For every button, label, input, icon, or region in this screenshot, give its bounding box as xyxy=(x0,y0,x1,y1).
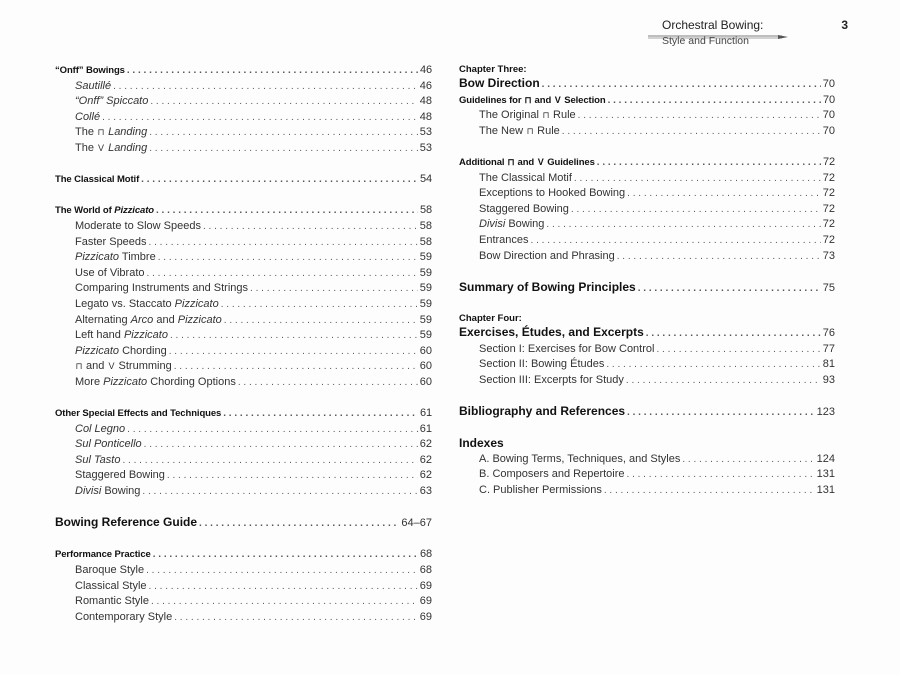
entry-label: and xyxy=(514,156,537,168)
entry-label: Bow Direction xyxy=(459,76,540,90)
entry-label: Classical Style xyxy=(75,579,147,592)
entry-page: 69 xyxy=(419,579,432,592)
entry-label: B. Composers and Repertoire xyxy=(479,468,625,481)
down-bow-icon: ⊓ xyxy=(75,361,83,372)
entry-page: 59 xyxy=(419,313,432,326)
entry-label: The Original xyxy=(479,109,542,122)
toc-entry-exercises[interactable] xyxy=(459,325,835,342)
entry-page: 59 xyxy=(419,251,432,264)
entry-label: Summary of Bowing Principles xyxy=(459,279,636,294)
header-title: Orchestral Bowing: xyxy=(662,18,764,32)
bow-ornament-icon xyxy=(648,34,788,40)
toc-entry[interactable] xyxy=(55,359,432,375)
toc-entry[interactable] xyxy=(459,124,835,140)
toc-entry[interactable] xyxy=(55,94,432,110)
entry-page: 72 xyxy=(822,171,835,184)
toc-entry[interactable] xyxy=(55,437,432,453)
entry-label: Chording xyxy=(119,344,167,357)
entry-label: Landing xyxy=(105,126,148,139)
entry-label: Bowing xyxy=(505,218,545,231)
entry-label: Moderate to Slow Speeds xyxy=(75,219,201,232)
entry-page: 70 xyxy=(822,109,835,122)
up-bow-icon: V xyxy=(537,156,544,167)
entry-page: 62 xyxy=(419,453,432,466)
entry-page: 61 xyxy=(419,422,432,435)
toc-left-column xyxy=(55,63,432,625)
toc-entry[interactable] xyxy=(459,357,835,373)
entry-label: Pizzicato xyxy=(177,313,222,326)
toc-entry[interactable] xyxy=(459,217,835,233)
entry-label: Strumming xyxy=(115,360,172,373)
entry-page: 72 xyxy=(822,155,835,168)
entry-page: 53 xyxy=(419,141,432,154)
entry-label: Pizzicato xyxy=(114,205,154,217)
toc-entry[interactable] xyxy=(55,313,432,329)
entry-page: 81 xyxy=(822,358,835,371)
entry-label: The Classical Motif xyxy=(479,171,572,184)
chapter-label: Chapter Four: xyxy=(459,312,522,324)
toc-entry[interactable] xyxy=(459,233,835,249)
entry-label: Bibliography and References xyxy=(459,403,626,418)
entry-label: Bowing xyxy=(101,485,141,498)
toc-entry[interactable] xyxy=(55,344,432,360)
toc-entry[interactable] xyxy=(459,483,835,499)
toc-entry-performance-practice[interactable] xyxy=(55,547,432,563)
page-number: 3 xyxy=(841,18,848,32)
entry-label: Entrances xyxy=(479,233,529,246)
entry-label: A. Bowing Terms, Techniques, and Styles xyxy=(479,452,681,465)
entry-page: 54 xyxy=(419,173,432,186)
entry-page: 73 xyxy=(822,249,835,262)
toc-entry[interactable] xyxy=(55,297,432,313)
toc-entry[interactable] xyxy=(55,281,432,297)
entry-label: The World of xyxy=(55,205,115,217)
entry-label: Section II: Bowing Études xyxy=(479,358,605,371)
up-bow-icon: V xyxy=(108,361,115,372)
toc-entry[interactable] xyxy=(459,373,835,389)
toc-entry[interactable] xyxy=(55,141,432,157)
toc-entry[interactable] xyxy=(55,266,432,282)
entry-label: Sautillé xyxy=(75,79,112,92)
entry-page: 64–67 xyxy=(401,517,432,530)
entry-page: 63 xyxy=(419,485,432,498)
entry-page: 59 xyxy=(419,266,432,279)
toc-entry-bow-direction[interactable] xyxy=(459,76,835,93)
toc-entry[interactable] xyxy=(459,342,835,358)
toc-entry-world-of-pizzicato[interactable] xyxy=(55,203,432,219)
chapter-label: Chapter Three: xyxy=(459,64,527,75)
entry-label: Divisi xyxy=(75,485,102,498)
toc-right-column xyxy=(459,63,835,498)
down-bow-icon: ⊓ xyxy=(524,94,532,105)
entry-page: 58 xyxy=(419,219,432,232)
entry-page: 59 xyxy=(419,297,432,310)
entry-label: Pizzicato xyxy=(103,375,148,388)
entry-page: 124 xyxy=(816,452,835,465)
entry-page: 62 xyxy=(419,438,432,451)
toc-entry-bowing-reference-guide[interactable] xyxy=(55,515,432,532)
down-bow-icon: ⊓ xyxy=(507,156,515,167)
entry-page: 72 xyxy=(822,233,835,246)
entry-label: Chording Options xyxy=(147,375,236,388)
down-bow-icon: ⊓ xyxy=(526,125,534,136)
entry-label: Timbre xyxy=(119,251,156,264)
entry-label: Sul Ponticello xyxy=(75,438,142,451)
entry-label: C. Publisher Permissions xyxy=(479,483,602,496)
entry-label: Left hand xyxy=(75,329,124,342)
entry-label: Section I: Exercises for Bow Control xyxy=(479,342,655,355)
entry-label: Comparing Instruments and Strings xyxy=(75,282,249,295)
toc-entry[interactable] xyxy=(459,467,835,483)
entry-page: 131 xyxy=(816,468,835,481)
entry-page: 60 xyxy=(419,360,432,373)
entry-page: 72 xyxy=(822,187,835,200)
up-bow-icon: V xyxy=(98,142,105,153)
toc-entry[interactable] xyxy=(459,108,835,124)
down-bow-icon: ⊓ xyxy=(542,110,550,121)
entry-label: Col Legno xyxy=(75,422,126,435)
entry-label: Legato vs. Staccato xyxy=(75,297,175,310)
toc-entry[interactable] xyxy=(55,453,432,469)
entry-page: 53 xyxy=(419,126,432,139)
toc-entry[interactable] xyxy=(55,110,432,126)
entry-page: 61 xyxy=(419,407,432,420)
entry-label: Section III: Excerpts for Study xyxy=(479,373,624,386)
entry-label: The xyxy=(75,141,98,154)
entry-label: Guidelines xyxy=(544,156,595,168)
entry-label: Use of Vibrato xyxy=(75,266,145,279)
toc-entry[interactable] xyxy=(459,202,835,218)
entry-label: “Onff” Bowings xyxy=(55,65,125,76)
toc-entry[interactable] xyxy=(459,249,835,265)
entry-label: Other Special Effects and Techniques xyxy=(55,408,222,420)
entry-page: 68 xyxy=(419,564,432,576)
entry-label: Guidelines for xyxy=(459,94,525,106)
entry-label: Bow Direction and Phrasing xyxy=(479,249,615,262)
entry-page: 69 xyxy=(419,610,432,623)
entry-label: Selection xyxy=(561,94,606,106)
entry-page: 46 xyxy=(419,79,432,92)
entry-label: Pizzicato xyxy=(75,251,120,264)
header-line xyxy=(648,18,848,32)
entry-label: The Classical Motif xyxy=(55,174,140,186)
entry-label: Exercises, Études, and Excerpts xyxy=(459,324,644,339)
entry-label: and xyxy=(153,313,178,326)
entry-page: 123 xyxy=(816,405,835,418)
entry-label: Additional xyxy=(459,156,507,168)
toc-entry-classical-motif[interactable] xyxy=(55,172,432,188)
entry-page: 76 xyxy=(822,326,835,339)
entry-page: 59 xyxy=(419,282,432,295)
entry-label: Pizzicato xyxy=(123,329,168,342)
toc-entry[interactable] xyxy=(55,219,432,235)
entry-label: Arco xyxy=(130,313,154,326)
toc-entry[interactable] xyxy=(459,452,835,468)
up-bow-icon: V xyxy=(554,94,561,105)
entry-label: The xyxy=(75,126,98,139)
entry-label: Divisi xyxy=(479,218,506,231)
toc-entry[interactable] xyxy=(459,186,835,202)
entry-label: Staggered Bowing xyxy=(75,469,165,482)
entry-label: Collé xyxy=(75,110,101,123)
entry-label: and xyxy=(83,360,108,373)
entry-page: 75 xyxy=(822,281,835,294)
entry-label: Faster Speeds xyxy=(75,235,147,248)
entry-label: The New xyxy=(479,124,527,137)
toc-entry-guidelines[interactable] xyxy=(459,93,835,109)
entry-page: 58 xyxy=(419,235,432,248)
entry-page: 58 xyxy=(419,204,432,217)
toc-entry[interactable] xyxy=(55,235,432,251)
toc-entry[interactable] xyxy=(55,375,432,391)
entry-label: Landing xyxy=(105,141,148,154)
entry-page: 77 xyxy=(822,342,835,355)
indexes-heading xyxy=(459,436,835,452)
entry-page: 48 xyxy=(419,110,432,123)
entry-label: Alternating xyxy=(75,313,131,326)
toc-entry-special-effects[interactable] xyxy=(55,406,432,422)
entry-label: Romantic Style xyxy=(75,595,149,608)
entry-page: 59 xyxy=(419,329,432,342)
entry-label: Staggered Bowing xyxy=(479,202,569,215)
toc-entry[interactable] xyxy=(55,125,432,141)
toc-entry[interactable] xyxy=(55,250,432,266)
entry-page: 46 xyxy=(419,64,432,76)
entry-label: Sul Tasto xyxy=(75,453,121,466)
entry-label: Contemporary Style xyxy=(75,610,173,623)
entry-page: 48 xyxy=(419,95,432,108)
entry-label: and xyxy=(532,94,554,106)
toc-entry[interactable] xyxy=(459,171,835,187)
toc-entry[interactable] xyxy=(55,610,432,626)
entry-page: 93 xyxy=(822,373,835,386)
toc-entry[interactable] xyxy=(55,422,432,438)
entry-page: 72 xyxy=(822,218,835,231)
down-bow-icon: ⊓ xyxy=(97,127,105,138)
entry-label: “Onff” Spiccato xyxy=(75,95,149,108)
toc-entry-summary[interactable] xyxy=(459,280,835,297)
toc-entry-bibliography[interactable] xyxy=(459,404,835,421)
entry-label: More xyxy=(75,375,104,388)
entry-label: Performance Practice xyxy=(55,549,151,561)
toc-entry[interactable] xyxy=(55,79,432,95)
header-subtitle: Style and Function xyxy=(662,35,749,47)
entry-label: Pizzicato xyxy=(75,344,120,357)
toc-entry-additional-guidelines[interactable] xyxy=(459,155,835,171)
entry-page: 69 xyxy=(419,595,432,608)
toc-entry[interactable] xyxy=(55,328,432,344)
entry-label: Baroque Style xyxy=(75,564,145,576)
entry-label: Rule xyxy=(534,124,560,137)
entry-page: 72 xyxy=(822,202,835,215)
entry-page: 70 xyxy=(822,93,835,106)
entry-label: Rule xyxy=(549,109,576,122)
toc-entry[interactable] xyxy=(55,468,432,484)
entry-label: Pizzicato xyxy=(174,297,219,310)
entry-label: Indexes xyxy=(459,436,504,451)
entry-page: 60 xyxy=(419,344,432,357)
entry-page: 62 xyxy=(419,469,432,482)
toc-entry[interactable] xyxy=(55,579,432,595)
entry-page: 68 xyxy=(419,548,432,561)
entry-page: 70 xyxy=(822,124,835,137)
entry-label: Bowing Reference Guide xyxy=(55,515,198,530)
toc-entry-onff-bowings[interactable] xyxy=(55,63,432,79)
toc-entry[interactable] xyxy=(55,594,432,610)
entry-page: 60 xyxy=(419,375,432,388)
toc-entry[interactable] xyxy=(55,563,432,579)
entry-page: 70 xyxy=(822,78,835,90)
entry-page: 131 xyxy=(816,483,835,496)
toc-entry[interactable] xyxy=(55,484,432,500)
entry-label: Exceptions to Hooked Bowing xyxy=(479,187,626,200)
running-header xyxy=(648,18,848,47)
